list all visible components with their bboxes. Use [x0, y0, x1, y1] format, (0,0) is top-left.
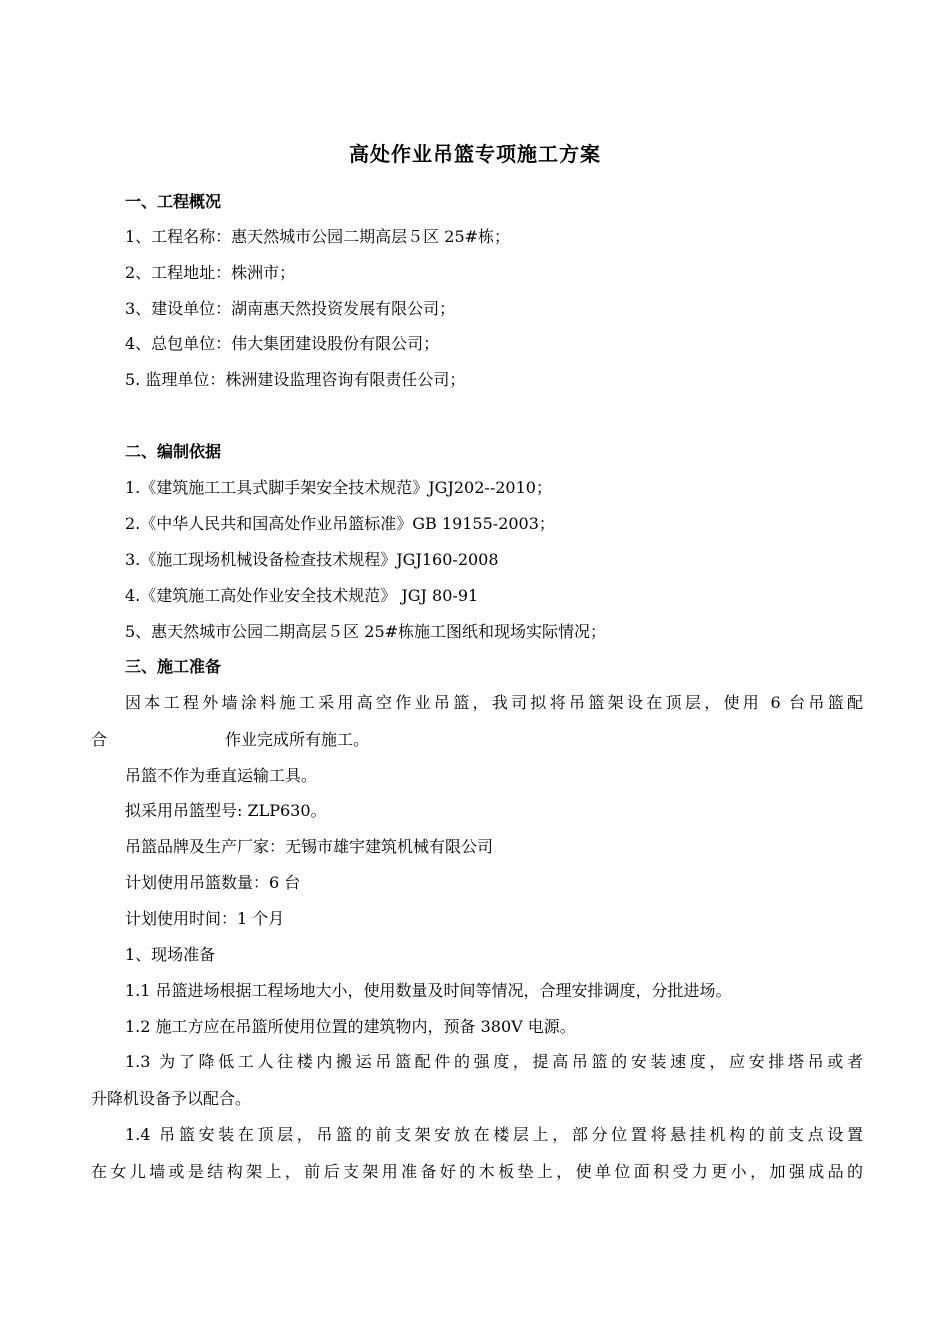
preparation-line-5: 计划使用时间：1 个月	[125, 909, 285, 928]
section-heading-preparation: 三、施工准备	[125, 657, 222, 676]
paragraph-1-1: 1.1 吊篮进场根据工程场地大小，使用数量及时间等情况，合理安排调度，分批进场。	[125, 981, 732, 1000]
document-title: 高处作业吊篮专项施工方案	[349, 142, 601, 166]
paragraph-1-2: 1.2 施工方应在吊篮所使用位置的建筑物内，预备 380V 电源。	[125, 1017, 576, 1036]
preparation-line-4: 计划使用吊篮数量：6 台	[125, 873, 301, 892]
basis-item-2: 2.《中华人民共和国高处作业吊篮标准》GB 19155-2003；	[125, 514, 555, 533]
basis-item-5: 5、惠天然城市公园二期高层５区 25#栋施工图纸和现场实际情况；	[125, 622, 607, 641]
section-heading-basis: 二、编制依据	[125, 442, 222, 461]
overview-item-1: 1、工程名称：惠天然城市公园二期高层５区 25#栋；	[125, 227, 511, 246]
preparation-line-1: 吊篮不作为垂直运输工具。	[125, 766, 318, 785]
preparation-line-3: 吊篮品牌及生产厂家：无锡市雄宇建筑机械有限公司	[125, 837, 494, 856]
overview-item-4: 4、总包单位：伟大集团建设股份有限公司；	[125, 334, 440, 353]
preparation-intro-line-2-end: 作业完成所有施工。	[225, 730, 370, 749]
paragraph-1-4-line-1: 1.4 吊篮安装在顶层，吊篮的前支架安放在楼层上，部分位置将悬挂机构的前支点设置	[125, 1125, 863, 1144]
preparation-intro-line-1: 因本工程外墙涂料施工采用高空作业吊篮，我司拟将吊篮架设在顶层，使用 6 台吊篮配	[125, 693, 863, 712]
preparation-line-2: 拟采用吊篮型号: ZLP630。	[125, 801, 327, 820]
preparation-intro-line-2-start: 合	[91, 730, 108, 749]
section-heading-overview: 一、工程概况	[125, 192, 222, 211]
preparation-line-6: 1、现场准备	[125, 945, 216, 964]
overview-item-2: 2、工程地址：株洲市；	[125, 263, 296, 282]
paragraph-1-3-line-1: 1.3 为了降低工人往楼内搬运吊篮配件的强度，提高吊篮的安装速度，应安排塔吊或者	[125, 1052, 863, 1071]
paragraph-1-3-line-2: 升降机设备予以配合。	[91, 1089, 252, 1108]
basis-item-3: 3.《施工现场机械设备检查技术规程》JGJ160-2008	[125, 550, 499, 569]
overview-item-5: 5. 监理单位：株洲建设监理咨询有限责任公司；	[125, 370, 466, 389]
overview-item-3: 3、建设单位：湖南惠天然投资发展有限公司；	[125, 299, 456, 318]
basis-item-1: 1.《建筑施工工具式脚手架安全技术规范》JGJ202--2010；	[125, 478, 552, 497]
paragraph-1-4-line-2: 在女儿墙或是结构架上，前后支架用准备好的木板垫上，使单位面积受力更小，加强成品的	[91, 1162, 863, 1181]
basis-item-4: 4.《建筑施工高处作业安全技术规范》 JGJ 80-91	[125, 586, 479, 605]
preparation-intro-line-2	[91, 730, 369, 750]
